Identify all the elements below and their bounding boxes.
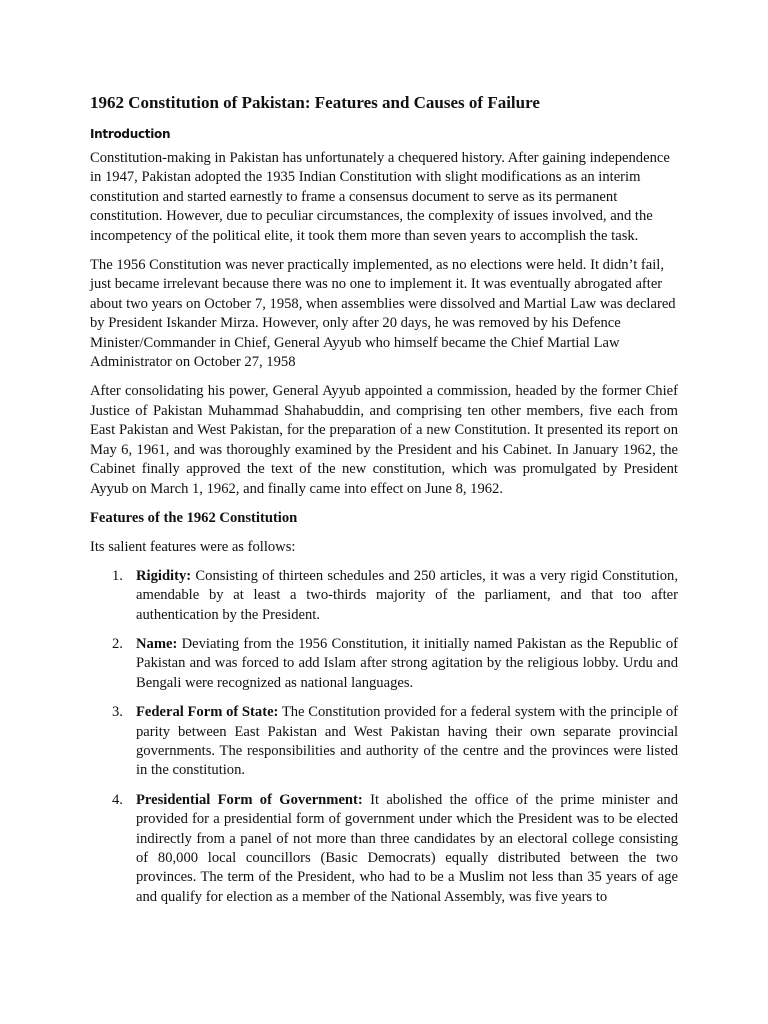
features-list: [90, 567, 678, 908]
list-number: 2.: [112, 635, 123, 652]
feature-label: Presidential Form of Government:: [136, 791, 363, 808]
feature-text: Consisting of thirteen schedules and 250 articles, it was a very rigid Constitution, amendable by at least a two-thirds majority of the parliament, and that too after authentication by the President.: [136, 567, 678, 623]
feature-text: The Constitution provided for a federal system with the principle of parity between East Pakistan and West Pakistan having their own separate provincial governments. The responsibilities and authority of the centre and the provinces were listed in the constitution.: [136, 704, 678, 779]
intro-paragraph-3: After consolidating his power, General Ayyub appointed a commission, headed by the former Chief Justice of Pakistan Muhammad Shahabuddin, and comprising ten other members, five each from East Pakistan and West Pakistan, for the preparation of a new Constitution. It presented its report on May 6, 1961, and was thoroughly examined by the President and his Cabinet. In January 1962, the Cabinet finally approved the text of the new constitution, which was promulgated by President Ayyub on March 1, 1962, and finally came into effect on June 8, 1962.: [90, 383, 678, 497]
feature-text: Deviating from the 1956 Constitution, it initially named Pakistan as the Republic of Pakistan and was forced to add Islam after strong agitation by the religious lobby. Urdu and Bengali were recognized as national languages.: [136, 635, 678, 691]
feature-item-federal-form: [90, 703, 678, 781]
features-heading: Features of the 1962 Constitution: [90, 509, 298, 526]
document-page: [90, 92, 678, 917]
document-title: 1962 Constitution of Pakistan: Features and Causes of Failure: [90, 93, 540, 112]
introduction-heading: Introduction: [90, 127, 171, 141]
list-number: 1.: [112, 567, 123, 584]
feature-item-rigidity: [90, 567, 678, 625]
feature-label: Rigidity:: [136, 567, 192, 584]
feature-text: It abolished the office of the prime minister and provided for a presidential form of government under which the President was to be elected indirectly from a panel of not more than three candidates by an electoral college consisting of 80,000 local councillors (Basic Democrats) equally distributed between the two provinces. The term of the President, who had to be a Muslim not less than 35 years of age and qualify for election as a member of the National Assembly, was five years to: [136, 791, 678, 905]
feature-item-name: [90, 635, 678, 693]
feature-item-presidential-form: [90, 791, 678, 907]
feature-label: Federal Form of State:: [136, 704, 279, 721]
intro-paragraph-1: Constitution-making in Pakistan has unfortunately a chequered history. After gaining independence in 1947, Pakistan adopted the 1935 Indian Constitution with slight modifications as an interim constitution and started earnestly to frame a consensus document to serve as its permanent constitution. However, due to peculiar circumstances, the complexity of issues involved, and the incompetency of the political elite, it took them more than seven years to accomplish the task.: [90, 150, 670, 244]
feature-label: Name:: [136, 635, 178, 652]
intro-paragraph-2: The 1956 Constitution was never practically implemented, as no elections were held. It didn’t fail, just became irrelevant because there was no one to implement it. It was eventually abrogated after about two years on October 7, 1958, when assemblies were dissolved and Martial Law was declared by President Iskander Mirza. However, only after 20 days, he was removed by his Defence Minister/Commander in Chief, General Ayyub who himself became the Chief Martial Law Administrator on October 27, 1958: [90, 257, 676, 371]
list-number: 4.: [112, 791, 123, 808]
list-number: 3.: [112, 704, 123, 721]
features-intro: Its salient features were as follows:: [90, 539, 296, 556]
